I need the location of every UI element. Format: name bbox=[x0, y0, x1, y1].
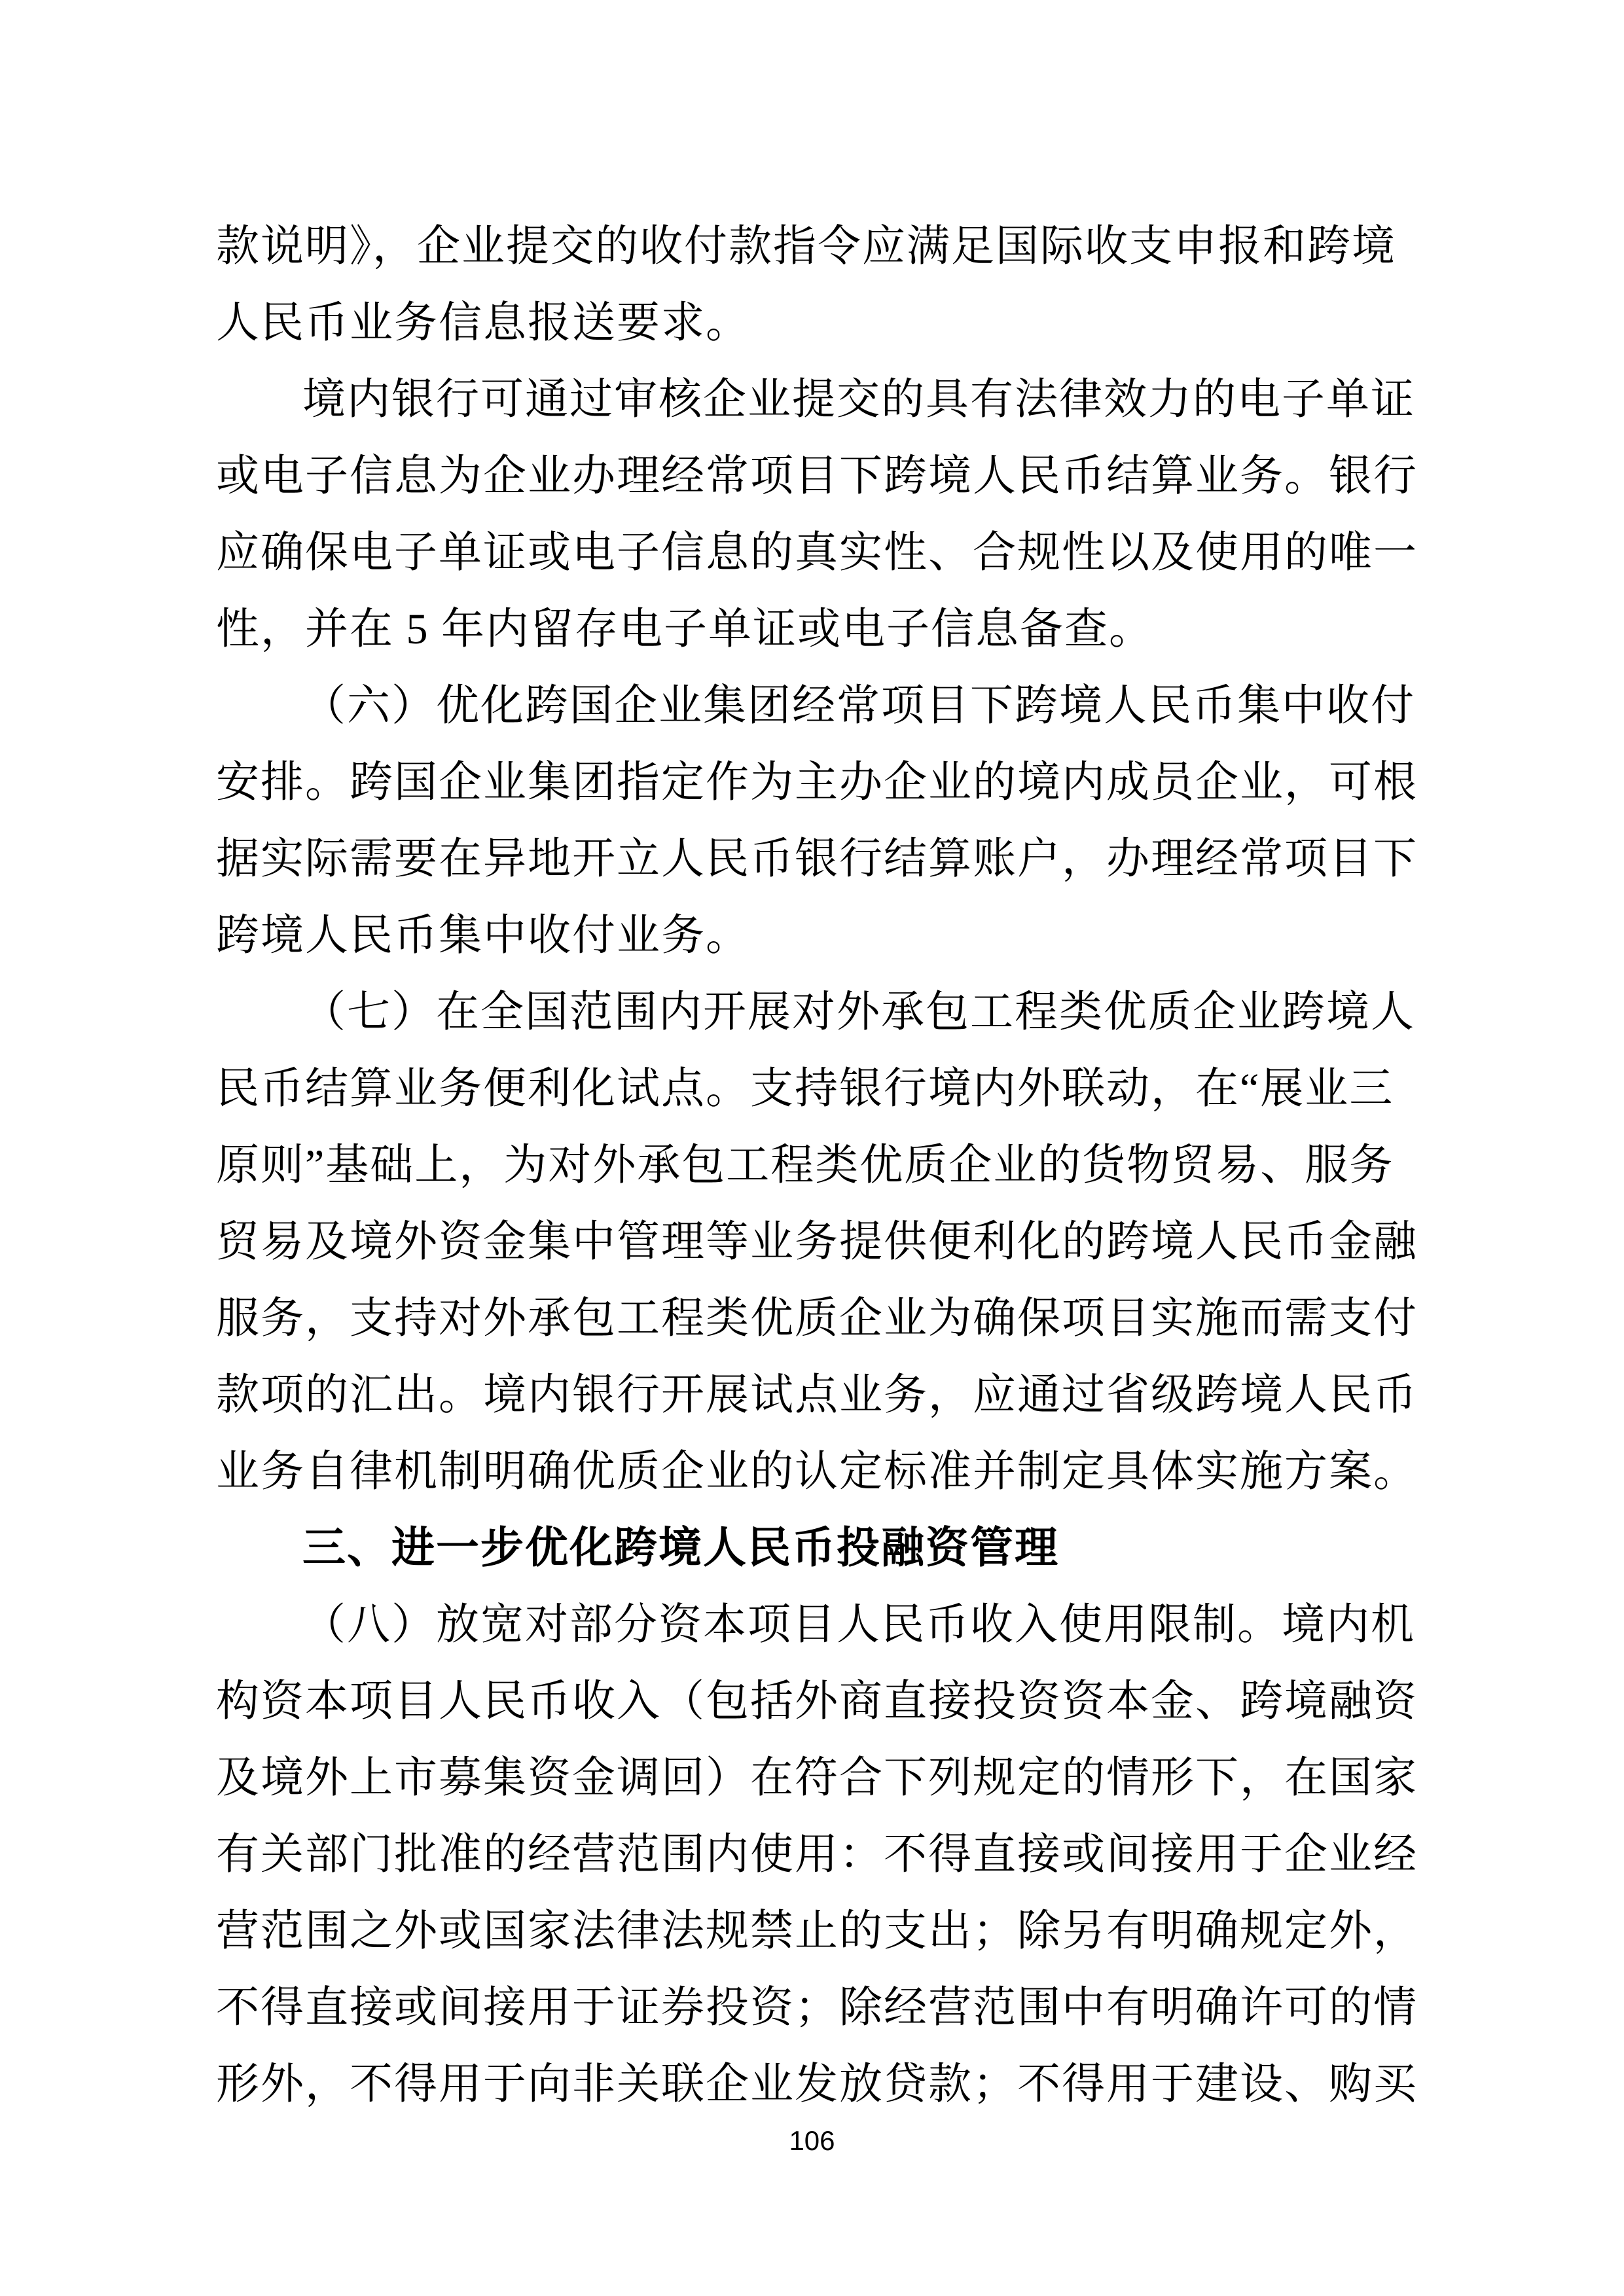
section-heading: 三、进一步优化跨境人民币投融资管理 bbox=[302, 1524, 1059, 1572]
text-line: 及境外上市募集资金调回）在符合下列规定的情形下，在国家 bbox=[216, 1754, 1418, 1802]
text-line: 业务自律机制明确优质企业的认定标准并制定具体实施方案。 bbox=[216, 1448, 1418, 1496]
text-line: 据实际需要在异地开立人民币银行结算账户，办理经常项目下 bbox=[216, 835, 1418, 883]
text-line: （六）优化跨国企业集团经常项目下跨境人民币集中收付 bbox=[302, 682, 1415, 730]
text-line: 跨境人民币集中收付业务。 bbox=[216, 912, 750, 960]
text-line: 款说明》，企业提交的收付款指令应满足国际收支申报和跨境 bbox=[216, 223, 1396, 270]
text-line: 构资本项目人民币收入（包括外商直接投资资本金、跨境融资 bbox=[216, 1677, 1418, 1725]
text-line: 安排。跨国企业集团指定作为主办企业的境内成员企业，可根 bbox=[216, 759, 1418, 806]
text-line: 或电子信息为企业办理经常项目下跨境人民币结算业务。银行 bbox=[216, 452, 1418, 500]
text-line: 营范围之外或国家法律法规禁止的支出；除另有明确规定外， bbox=[216, 1907, 1418, 1955]
document-body bbox=[216, 208, 1434, 2123]
text-line: 不得直接或间接用于证券投资；除经营范围中有明确许可的情 bbox=[216, 1984, 1418, 2032]
text-line: 性，并在 5 年内留存电子单证或电子信息备查。 bbox=[216, 605, 1153, 653]
text-line: （七）在全国范围内开展对外承包工程类优质企业跨境人 bbox=[302, 988, 1415, 1036]
text-line: 贸易及境外资金集中管理等业务提供便利化的跨境人民币金融 bbox=[216, 1218, 1418, 1266]
text-line: 形外，不得用于向非关联企业发放贷款；不得用于建设、购买 bbox=[216, 2060, 1418, 2108]
text-line: 境内银行可通过审核企业提交的具有法律效力的电子单证 bbox=[302, 376, 1415, 423]
text-line: 有关部门批准的经营范围内使用：不得直接或间接用于企业经 bbox=[216, 1831, 1418, 1878]
text-line: 款项的汇出。境内银行开展试点业务，应通过省级跨境人民币 bbox=[216, 1371, 1418, 1419]
page-number: 106 bbox=[789, 2125, 835, 2156]
text-line: 原则”基础上，为对外承包工程类优质企业的货物贸易、服务 bbox=[216, 1141, 1394, 1189]
text-line: 人民币业务信息报送要求。 bbox=[216, 299, 750, 347]
text-line: 应确保电子单证或电子信息的真实性、合规性以及使用的唯一 bbox=[216, 529, 1418, 577]
text-line: （八）放宽对部分资本项目人民币收入使用限制。境内机 bbox=[302, 1601, 1415, 1649]
text-line: 民币结算业务便利化试点。支持银行境内外联动，在“展业三 bbox=[216, 1065, 1394, 1113]
text-line: 服务，支持对外承包工程类优质企业为确保项目实施而需支付 bbox=[216, 1295, 1418, 1342]
